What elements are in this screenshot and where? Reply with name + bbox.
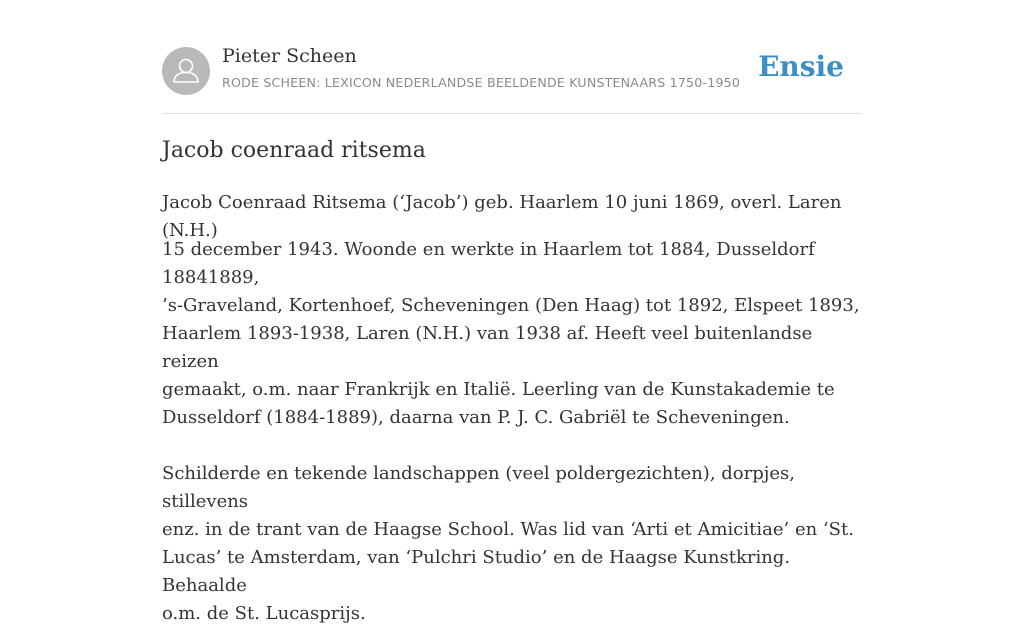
article-title: Jacob coenraad ritsema: [162, 138, 426, 163]
article-paragraph-body: 15 december 1943. Woonde en werkte in Haarlem tot 1884, Dusseldorf 18841889, ’s-Graveland, Kortenhoef, Scheveningen (Den Haag) tot 1892, Elspeet 1893, Haarlem 1893-1938, Laren (N.H.) van 1938 af. Heeft veel buitenlandse reizen gemaakt, o.m. naar Frankrijk en Italië. Leerling van de Kunstakademie te Dusseldorf (1884-1889), daarna van P. J. C. Gabriël te Scheveningen. Schilderde en tekende landschappen (veel poldergezichten), dorpjes, stillevens enz. in de trant van de Haagse School. Was lid van ‘Arti et Amicitiae’ en ‘St. Lucas’ te Amsterdam, van ‘Pulchri Studio’ en de Haagse Kunstkring. Behaalde o.m. de St. Lucasprijs.: [162, 239, 860, 624]
brand-logo[interactable]: Ensie: [758, 50, 844, 83]
avatar[interactable]: [162, 47, 210, 95]
user-silhouette-icon: [162, 47, 210, 95]
article-header: [162, 0, 862, 114]
author-name[interactable]: Pieter Scheen: [222, 45, 357, 67]
source-title[interactable]: RODE SCHEEN: LEXICON NEDERLANDSE BEELDENDE KUNSTENAARS 1750-1950: [222, 75, 741, 90]
article-paragraph-intro: Jacob Coenraad Ritsema (‘Jacob’) geb. Haarlem 10 juni 1869, overl. Laren (N.H.): [162, 192, 842, 241]
article-container: [162, 0, 862, 624]
